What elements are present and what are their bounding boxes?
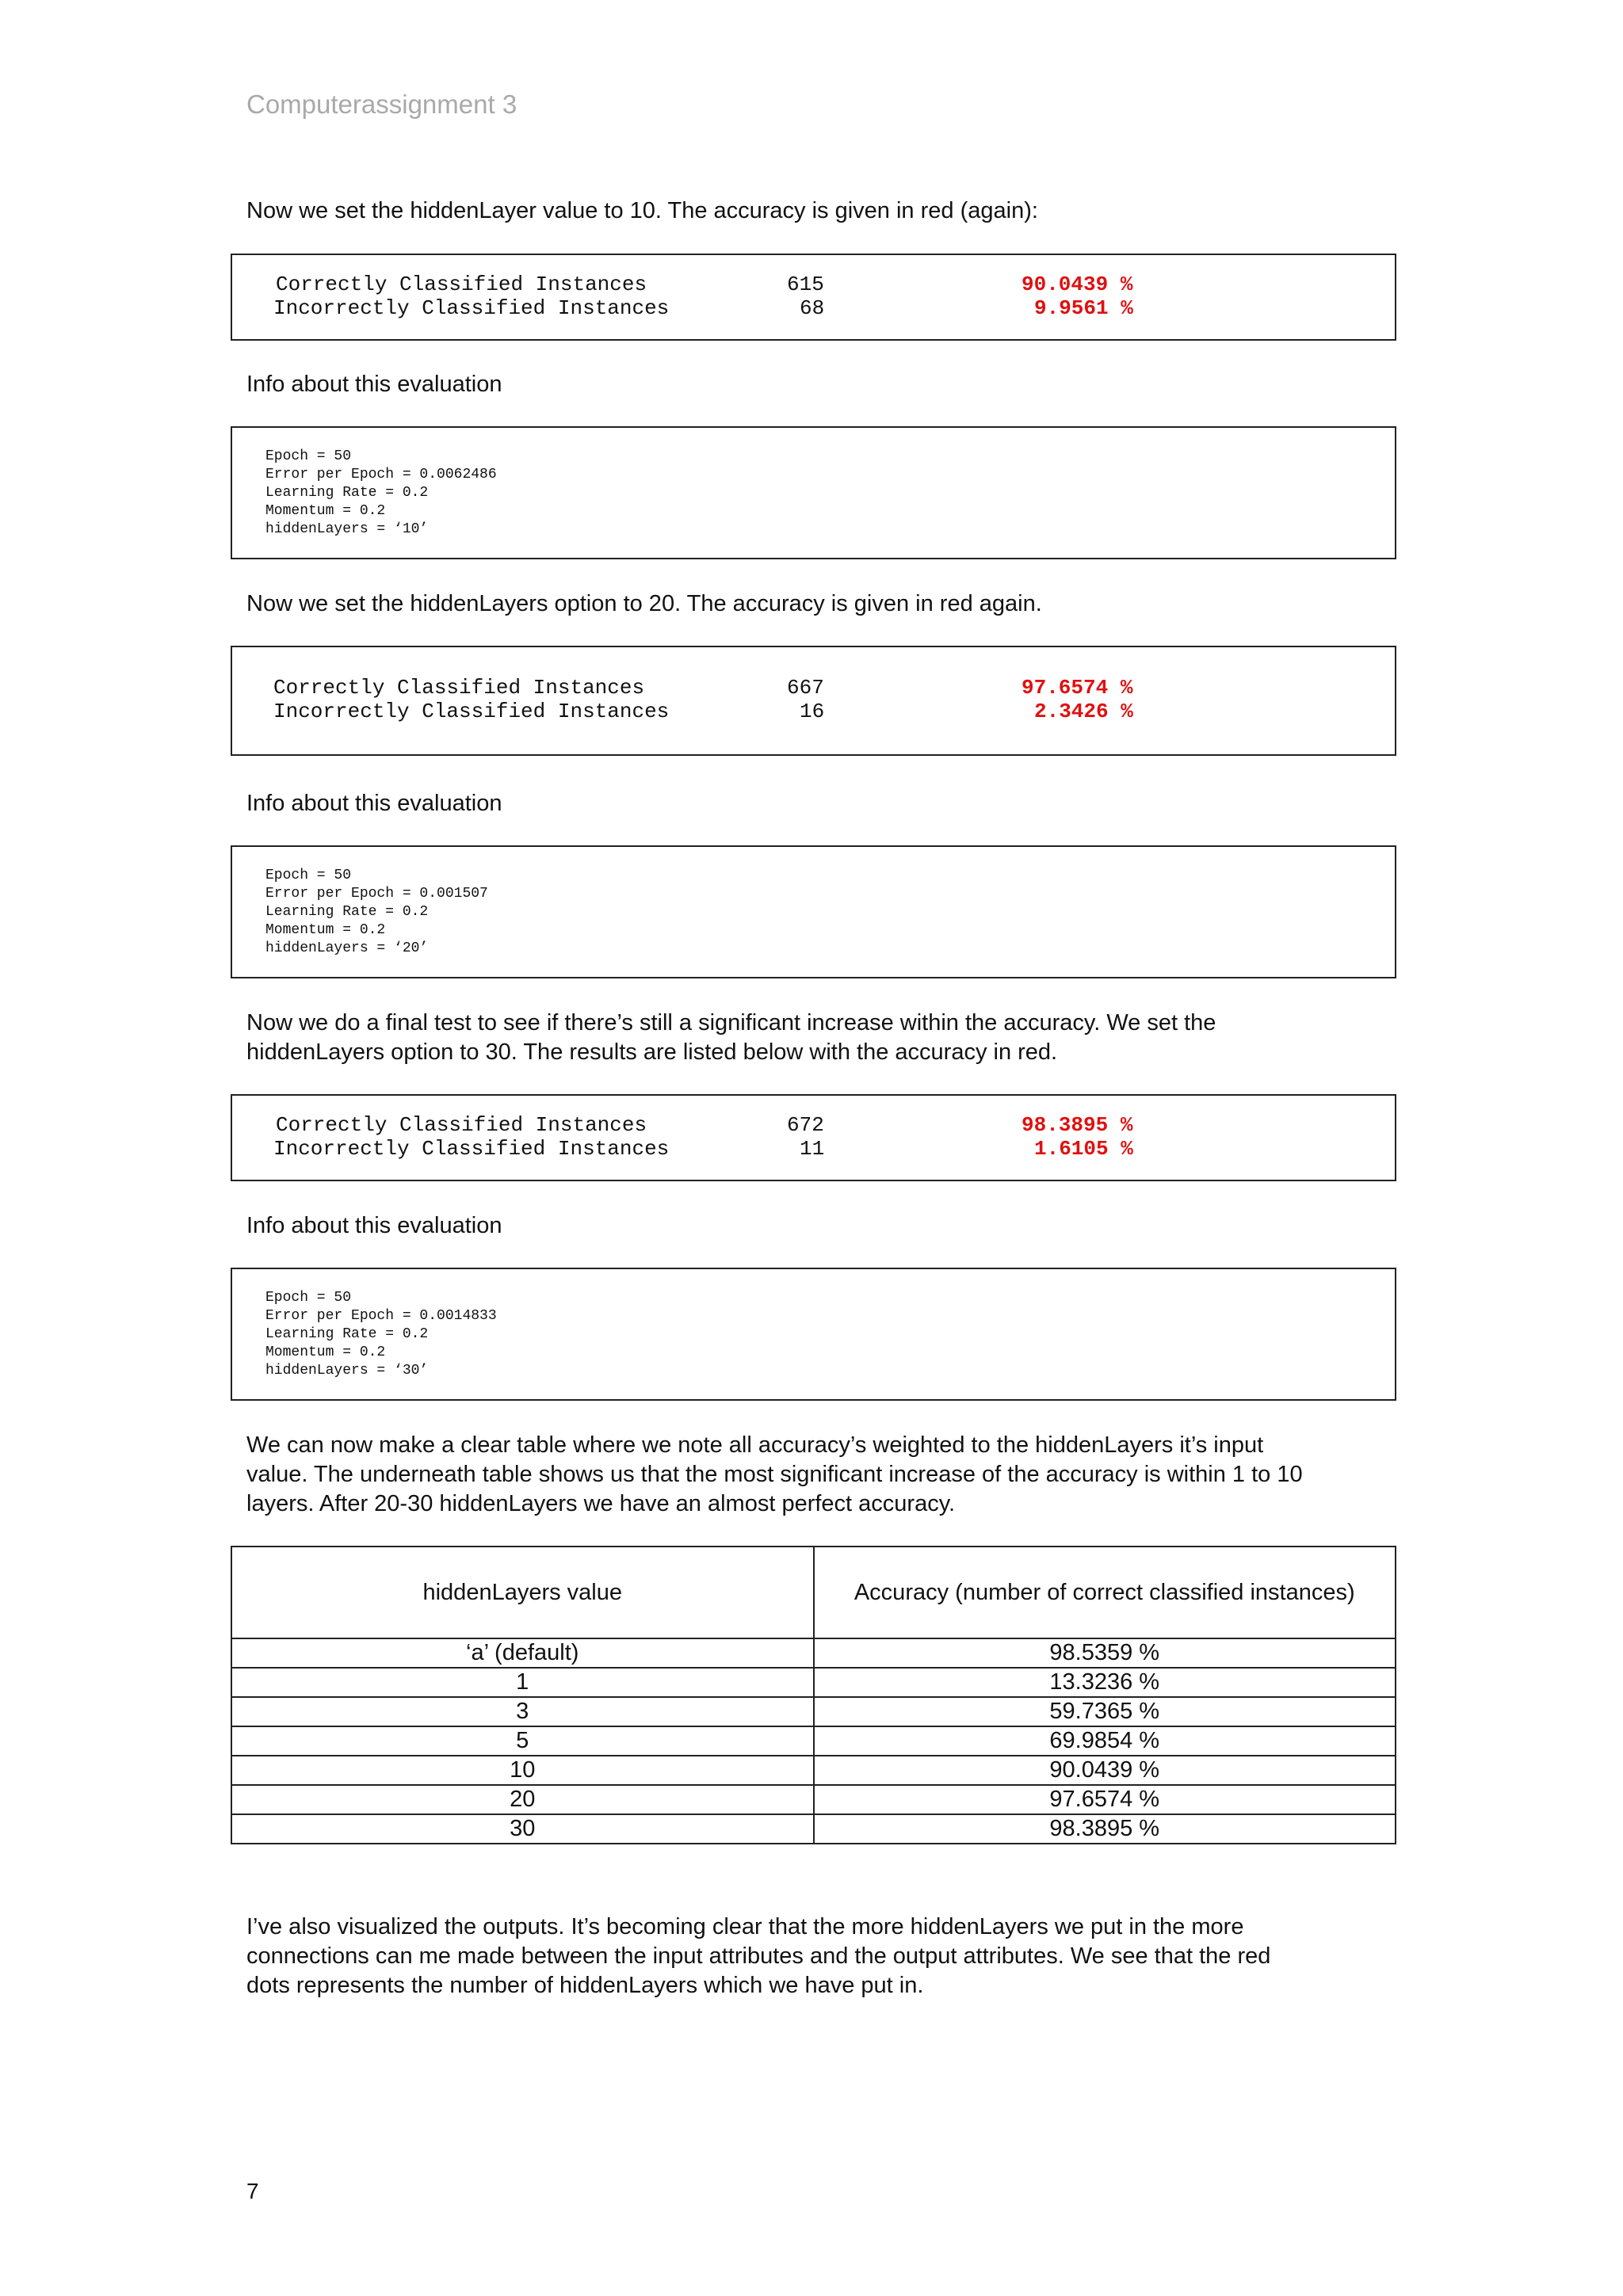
incorrect-count: 16 (800, 700, 825, 723)
correct-count: 672 (787, 1113, 824, 1137)
info-momentum: Momentum = 0.2 (265, 503, 386, 519)
info-epoch: Epoch = 50 (265, 1290, 352, 1306)
cell-hidden-layers: ‘a’ (default) (231, 1638, 814, 1668)
accuracy-table (231, 1546, 1396, 1844)
cell-hidden-layers: 30 (231, 1814, 814, 1844)
section3-intro-line1: Now we do a final test to see if there’s still a significant increase within the accuracy. We set the (246, 1010, 1216, 1035)
table-row (231, 1785, 1396, 1814)
cell-hidden-layers: 3 (231, 1697, 814, 1726)
correct-count: 667 (787, 676, 824, 700)
table-row (231, 1814, 1396, 1844)
incorrect-pct: 2.3426 % (1034, 700, 1133, 723)
info-hidden: hiddenLayers = ‘10’ (265, 521, 429, 537)
cell-accuracy: 69.9854 % (814, 1726, 1396, 1756)
page-number: 7 (246, 2179, 259, 2203)
info-rate: Learning Rate = 0.2 (265, 1326, 429, 1342)
correct-pct: 90.0439 % (1022, 273, 1133, 296)
closing-line2: connections can me made between the input attributes and the output attributes. We see that the red (246, 1943, 1271, 1969)
incorrect-count: 68 (800, 296, 825, 320)
table-intro-line1: We can now make a clear table where we note all accuracy’s weighted to the hiddenLayers it’s input (246, 1432, 1264, 1458)
table-header-row (231, 1547, 1396, 1638)
correct-label: Correctly Classified Instances (276, 1113, 647, 1137)
info-title: Info about this evaluation (246, 1213, 502, 1238)
results-box-10 (231, 254, 1396, 341)
results-box-20 (231, 646, 1396, 756)
section3-intro-line2: hiddenLayers option to 30. The results are listed below with the accuracy in red. (246, 1039, 1058, 1065)
correct-pct: 97.6574 % (1022, 676, 1133, 700)
info-rate: Learning Rate = 0.2 (265, 904, 429, 920)
section2-intro: Now we set the hiddenLayers option to 20. The accuracy is given in red again. (246, 591, 1042, 616)
cell-hidden-layers: 20 (231, 1785, 814, 1814)
info-box-30 (231, 1268, 1396, 1401)
incorrect-label: Incorrectly Classified Instances (273, 1137, 670, 1161)
document-header: Computerassignment 3 (246, 90, 517, 119)
incorrect-label: Incorrectly Classified Instances (273, 700, 670, 723)
closing-line1: I’ve also visualized the outputs. It’s becoming clear that the more hiddenLayers we put in the more (246, 1914, 1244, 1939)
cell-hidden-layers: 1 (231, 1668, 814, 1697)
table-row (231, 1697, 1396, 1726)
incorrect-pct: 9.9561 % (1034, 296, 1133, 320)
info-momentum: Momentum = 0.2 (265, 922, 386, 938)
info-box-10 (231, 426, 1396, 559)
table-row (231, 1756, 1396, 1785)
info-error: Error per Epoch = 0.001507 (265, 886, 488, 902)
column-header-hidden-layers: hiddenLayers value (231, 1547, 814, 1638)
table-intro-line3: layers. After 20-30 hiddenLayers we have an almost perfect accuracy. (246, 1491, 956, 1516)
cell-accuracy: 98.3895 % (814, 1814, 1396, 1844)
cell-accuracy: 13.3236 % (814, 1668, 1396, 1697)
correct-count: 615 (787, 273, 824, 296)
table-row (231, 1668, 1396, 1697)
cell-accuracy: 59.7365 % (814, 1697, 1396, 1726)
incorrect-count: 11 (800, 1137, 825, 1161)
info-hidden: hiddenLayers = ‘30’ (265, 1363, 429, 1379)
info-error: Error per Epoch = 0.0062486 (265, 467, 497, 482)
correct-label: Correctly Classified Instances (273, 676, 645, 700)
info-title: Info about this evaluation (246, 372, 502, 397)
incorrect-pct: 1.6105 % (1034, 1137, 1133, 1161)
info-box-20 (231, 845, 1396, 978)
info-epoch: Epoch = 50 (265, 448, 352, 464)
info-epoch: Epoch = 50 (265, 868, 352, 883)
results-box-30 (231, 1094, 1396, 1181)
correct-pct: 98.3895 % (1022, 1113, 1133, 1137)
cell-accuracy: 90.0439 % (814, 1756, 1396, 1785)
cell-accuracy: 98.5359 % (814, 1638, 1396, 1668)
cell-accuracy: 97.6574 % (814, 1785, 1396, 1814)
table-intro-line2: value. The underneath table shows us that the most significant increase of the accuracy is within 1 to 10 (246, 1462, 1303, 1487)
cell-hidden-layers: 10 (231, 1756, 814, 1785)
column-header-accuracy: Accuracy (number of correct classified instances) (814, 1547, 1396, 1638)
correct-label: Correctly Classified Instances (276, 273, 647, 296)
info-rate: Learning Rate = 0.2 (265, 485, 429, 501)
section1-intro: Now we set the hiddenLayer value to 10. The accuracy is given in red (again): (246, 198, 1038, 223)
info-title: Info about this evaluation (246, 791, 502, 816)
closing-line3: dots represents the number of hiddenLayers which we have put in. (246, 1973, 924, 1998)
table-row (231, 1638, 1396, 1668)
incorrect-label: Incorrectly Classified Instances (273, 296, 670, 320)
info-error: Error per Epoch = 0.0014833 (265, 1308, 497, 1324)
cell-hidden-layers: 5 (231, 1726, 814, 1756)
info-momentum: Momentum = 0.2 (265, 1344, 386, 1360)
info-hidden: hiddenLayers = ‘20’ (265, 940, 429, 956)
table-row (231, 1726, 1396, 1756)
